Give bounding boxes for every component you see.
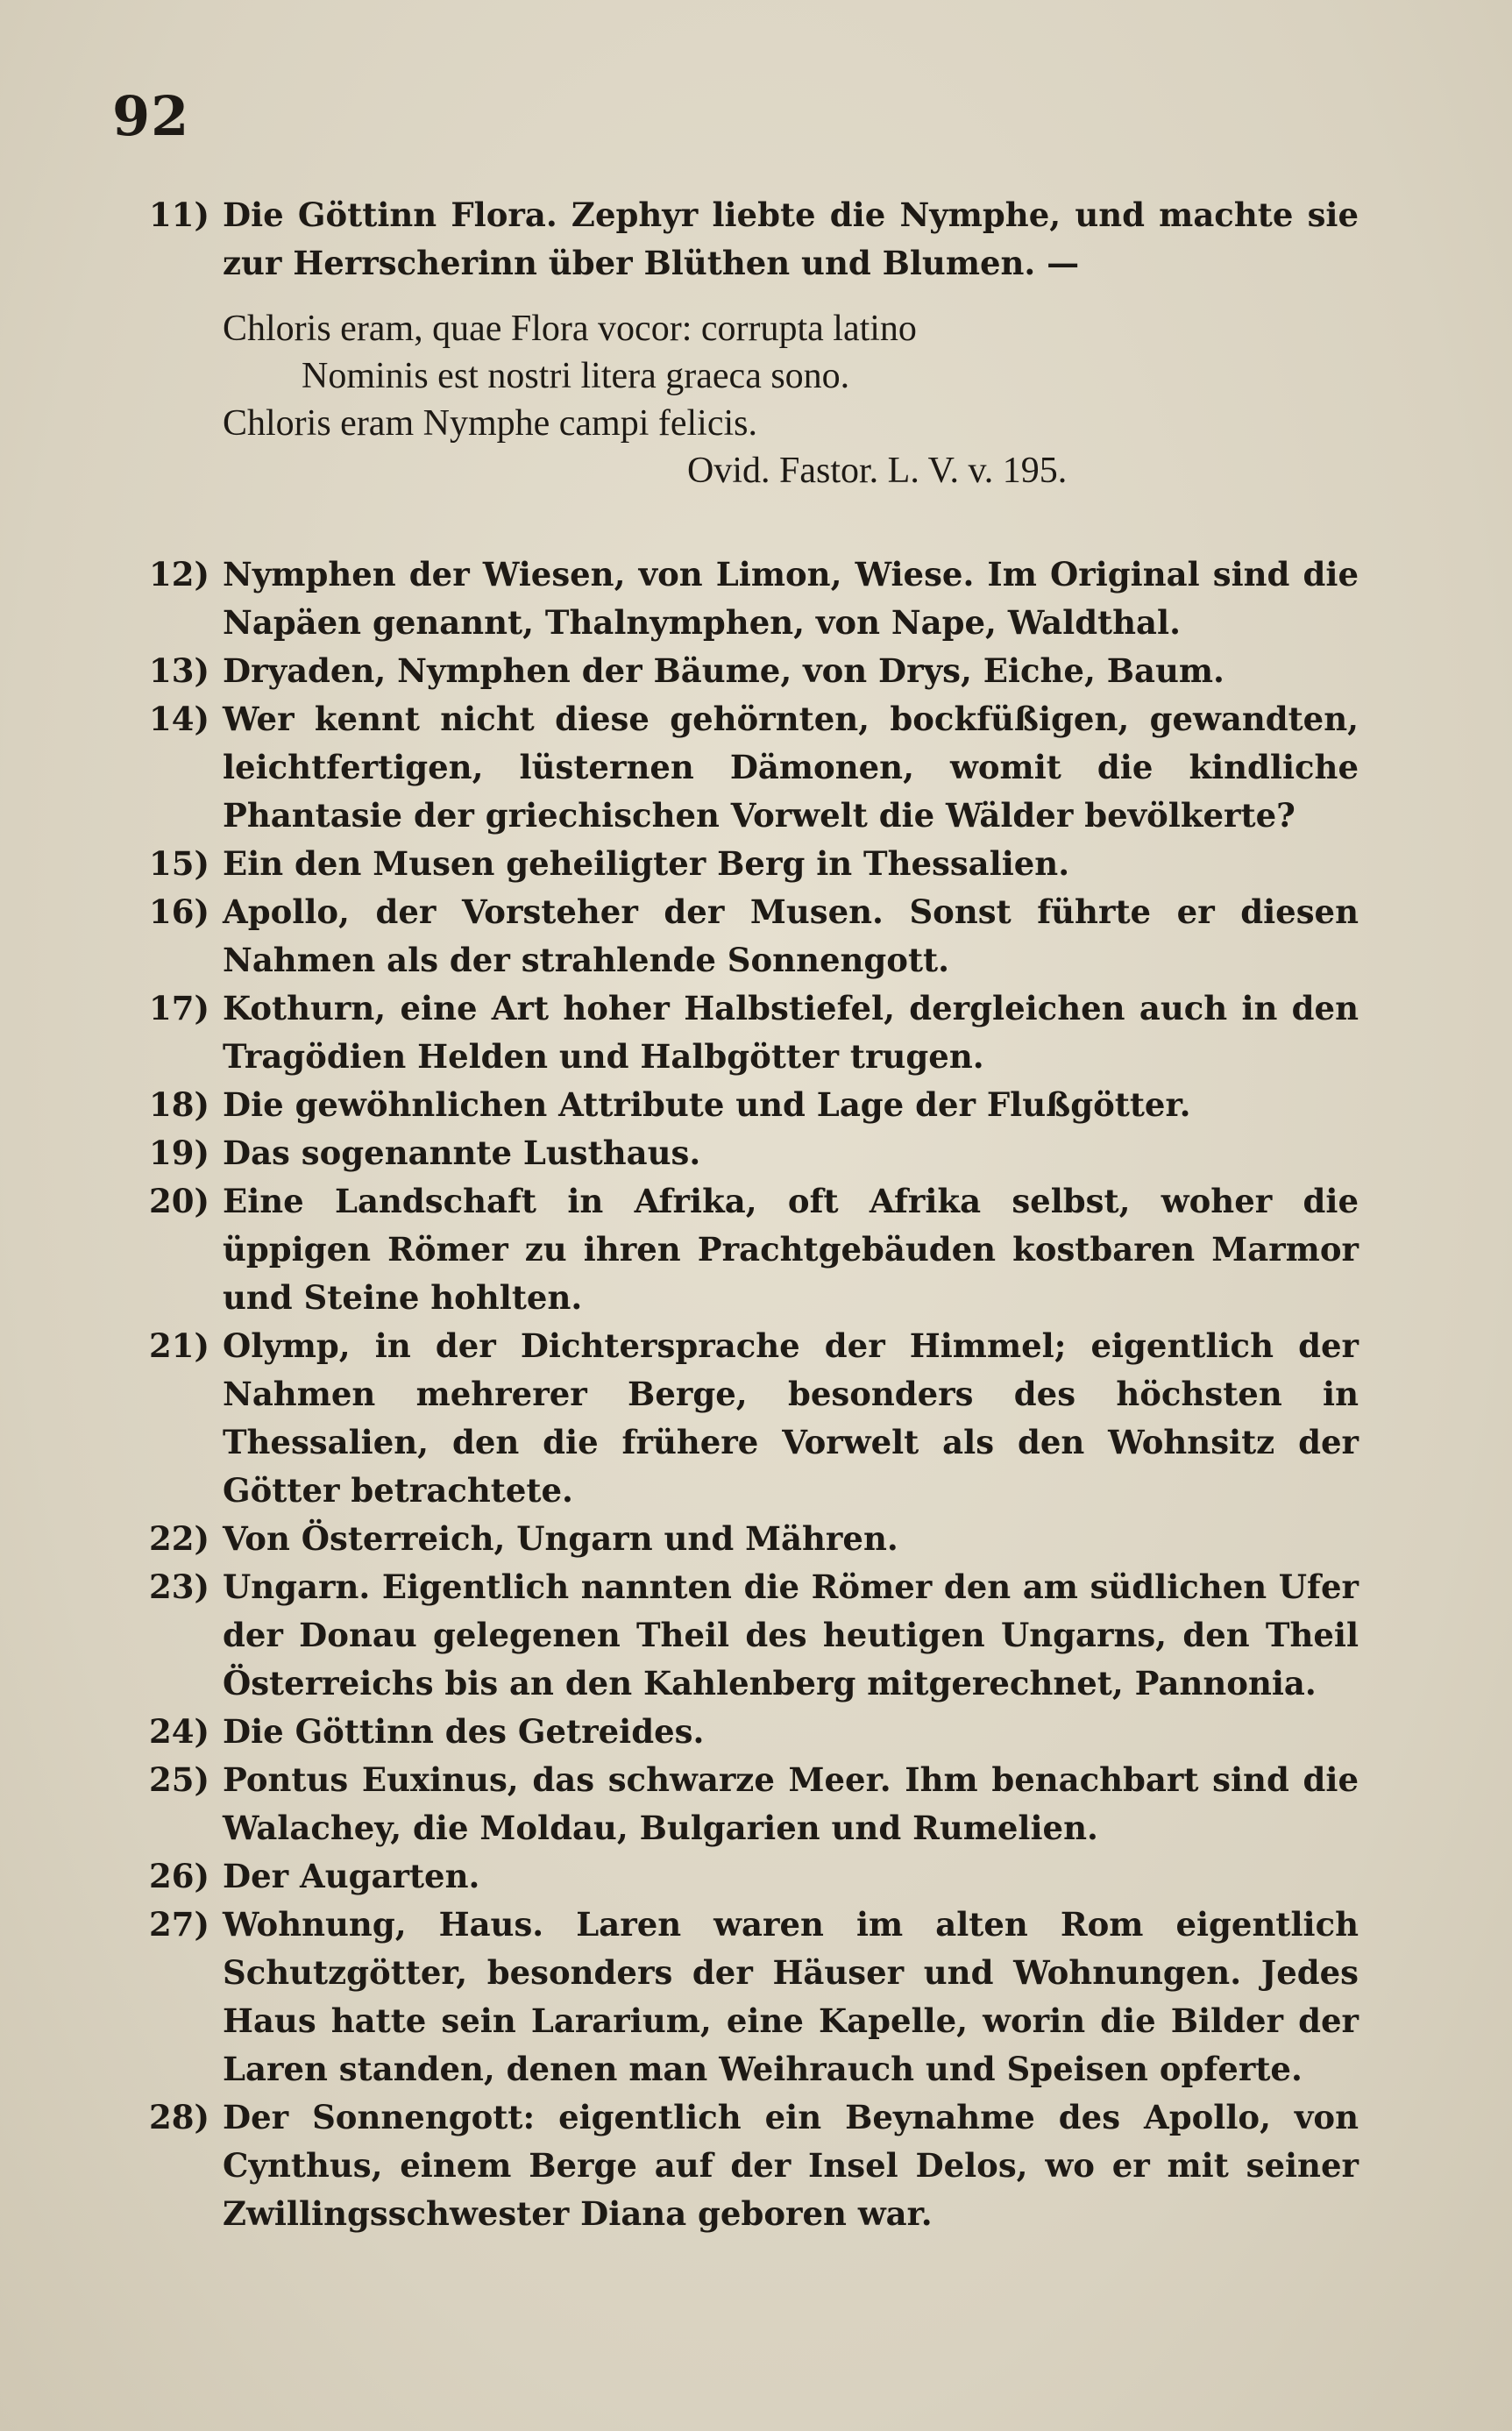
footnote-text: Ungarn. Eigentlich nannten die Römer den am südlichen Ufer der Donau gelegenen Theil des heutigen Ungarns, den Theil Österreichs bis an den Kahlenberg mitgerechnet, Pannonia. [223,1567,1359,1702]
footnote-13 [149,647,1359,695]
footnote-text: Eine Landschaft in Afrika, oft Afrika selbst, woher die üppigen Römer zu ihren Prachtgebäuden kostbaren Marmor und Steine hohlten. [223,1182,1359,1317]
page-number: 92 [112,84,190,148]
footnote-text: Dryaden, Nymphen der Bäume, von Drys, Eiche, Baum. [223,651,1225,690]
footnote-text: Wohnung, Haus. Laren waren im alten Rom eigentlich Schutzgötter, besonders der Häuser und Wohnungen. Jedes Haus hatte sein Lararium, eine Kapelle, worin die Bilder der Laren standen, denen man Weihrauch und Speisen opferte. [223,1905,1359,2088]
footnote-text: Ein den Musen geheiligter Berg in Thessalien. [223,844,1070,883]
footnote-number: 15) [149,844,209,883]
footnote-text: Nymphen der Wiesen, von Limon, Wiese. Im Original sind die Napäen genannt, Thalnymphen, von Nape, Waldthal. [223,555,1359,642]
footnote-text: Die Göttinn Flora. Zephyr liebte die Nymphe, und machte sie zur Herrscherinn über Blüthen und Blumen. — [223,195,1359,282]
ovid-quote [223,305,1359,494]
footnote-15 [149,840,1359,888]
footnote-text: Der Augarten. [223,1857,480,1895]
footnote-14 [149,695,1359,840]
footnote-number: 24) [149,1712,209,1751]
footnote-number: 11) [149,195,209,234]
footnote-25 [149,1756,1359,1852]
footnote-number: 25) [149,1760,209,1799]
footnote-number: 14) [149,700,209,738]
footnote-number: 20) [149,1182,209,1220]
footnote-number: 18) [149,1085,209,1124]
footnote-text: Von Österreich, Ungarn und Mähren. [223,1519,898,1558]
quote-line: Nominis est nostri litera graeca sono. [302,356,850,396]
footnote-26 [149,1852,1359,1901]
footnote-number: 23) [149,1567,209,1606]
footnote-24 [149,1708,1359,1756]
footnote-text: Der Sonnengott: eigentlich ein Beynahme des Apollo, von Cynthus, einem Berge auf der Insel Delos, wo er mit seiner Zwillingsschwester Diana geboren war. [223,2098,1359,2233]
footnote-28 [149,2093,1359,2238]
footnote-number: 27) [149,1905,209,1944]
footnote-number: 17) [149,989,209,1027]
footnote-18 [149,1081,1359,1129]
footnote-17 [149,984,1359,1081]
quote-citation: Ovid. Fastor. L. V. v. 195. [687,451,1068,491]
footnote-text: Wer kennt nicht diese gehörnten, bockfüßigen, gewandten, leichtfertigen, lüsternen Dämonen, womit die kindliche Phantasie der griechischen Vorwelt die Wälder bevölkerte? [223,700,1359,835]
footnote-22 [149,1515,1359,1563]
footnote-23 [149,1563,1359,1708]
footnote-number: 28) [149,2098,209,2136]
footnote-number: 16) [149,892,209,931]
footnote-number: 19) [149,1134,209,1172]
footnote-text: Die gewöhnlichen Attribute und Lage der Flußgötter. [223,1085,1191,1124]
footnote-number: 22) [149,1519,209,1558]
footnote-number: 12) [149,555,209,594]
footnote-text: Kothurn, eine Art hoher Halbstiefel, dergleichen auch in den Tragödien Helden und Halbgötter trugen. [223,989,1359,1076]
footnote-text: Olymp, in der Dichtersprache der Himmel; eigentlich der Nahmen mehrerer Berge, besonders des höchsten in Thessalien, den die frühere Vorwelt als den Wohnsitz der Götter betrachtete. [223,1326,1359,1510]
footnote-12 [149,551,1359,647]
footnote-text: Das sogenannte Lusthaus. [223,1134,701,1172]
footnote-27 [149,1901,1359,2093]
footnote-19 [149,1129,1359,1177]
footnote-number: 26) [149,1857,209,1895]
footnote-text: Die Göttinn des Getreides. [223,1712,705,1751]
footnote-text: Pontus Euxinus, das schwarze Meer. Ihm benachbart sind die Walachey, die Moldau, Bulgarien und Rumelien. [223,1760,1359,1847]
footnote-11 [149,191,1359,288]
footnote-text: Apollo, der Vorsteher der Musen. Sonst führte er diesen Nahmen als der strahlende Sonnengott. [223,892,1359,979]
footnote-number: 13) [149,651,209,690]
footnotes [149,191,1359,2238]
footnote-16 [149,888,1359,984]
footnote-20 [149,1177,1359,1322]
footnote-number: 21) [149,1326,209,1365]
quote-line: Chloris eram, quae Flora vocor: corrupta latino [223,309,917,349]
footnote-21 [149,1322,1359,1515]
quote-line: Chloris eram Nymphe campi felicis. [223,403,758,444]
